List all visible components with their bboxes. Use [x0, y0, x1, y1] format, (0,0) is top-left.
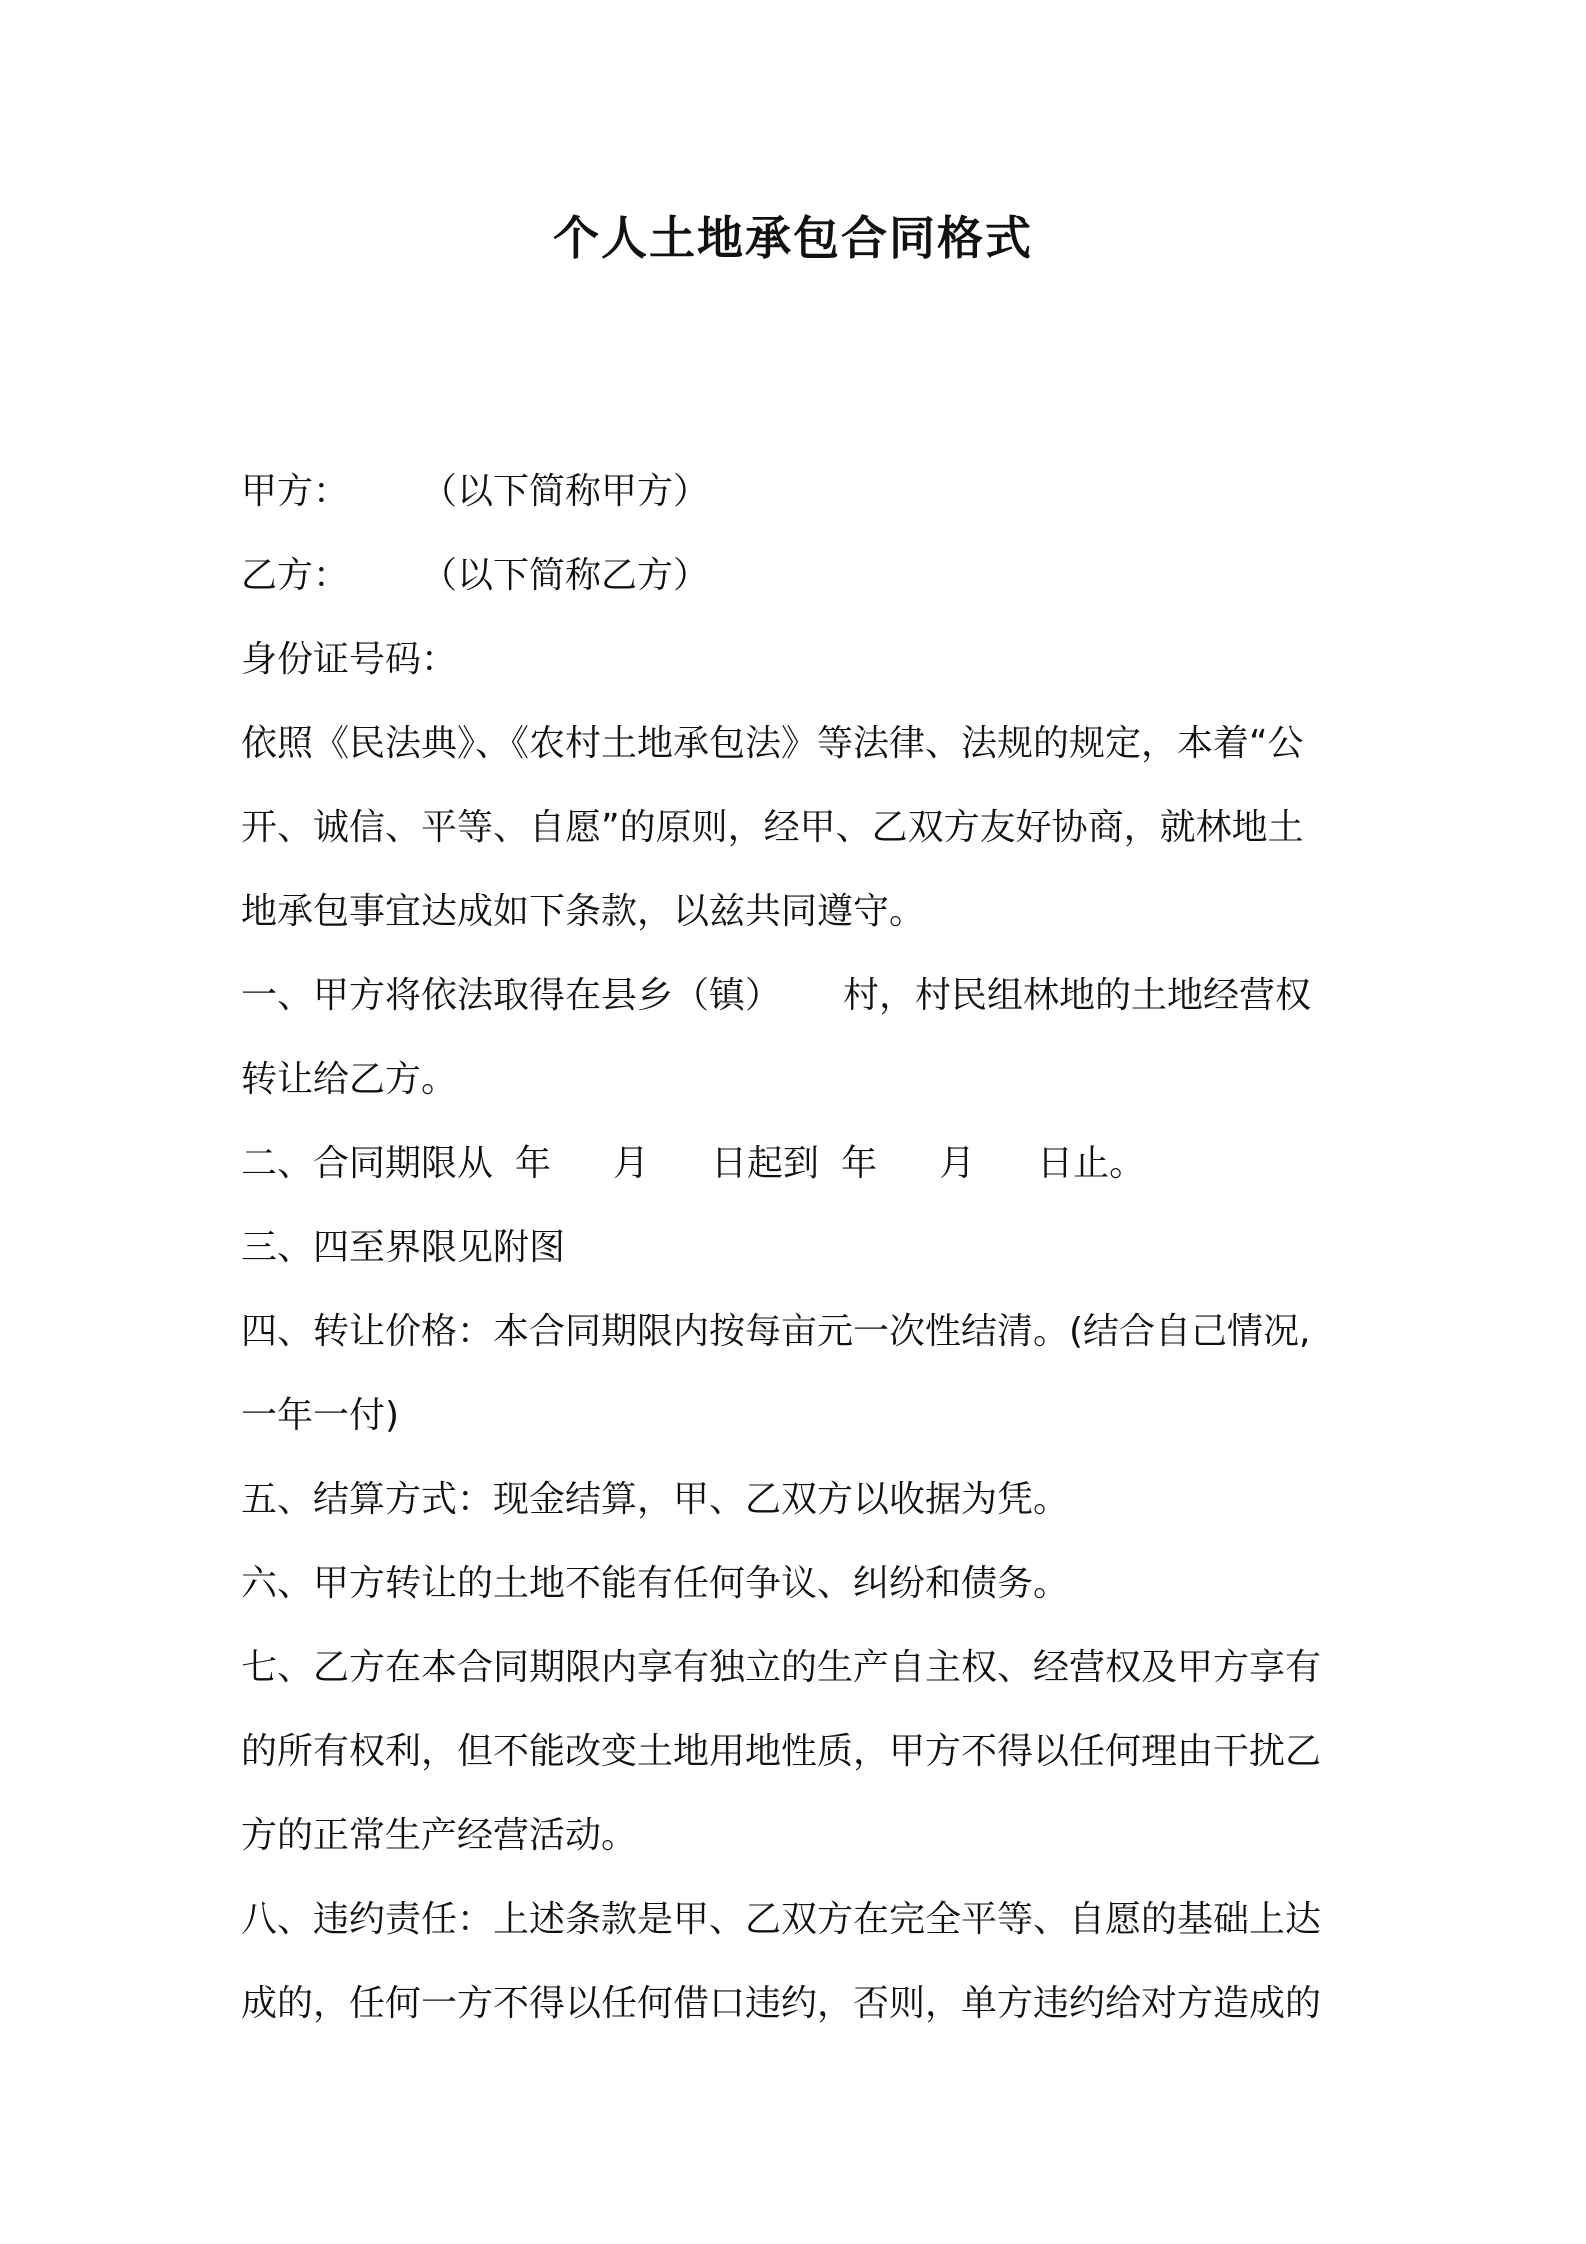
clause-6-line: 六、甲方转让的土地不能有任何争议、纠纷和债务。	[241, 1563, 1070, 1604]
id-number-line: 身份证号码：	[241, 639, 458, 680]
clause-8-line: 成的，任何一方不得以任何借口违约，否则，单方违约给对方造成的	[241, 1983, 1322, 2024]
party-b-label: 乙方：	[241, 555, 350, 596]
clause-4-line: 一年一付)	[241, 1395, 400, 1436]
party-a-note: （以下简称甲方）	[421, 471, 710, 512]
clause-1-line2: 转让给乙方。	[241, 1059, 458, 1100]
party-b-line	[241, 534, 1359, 618]
clause-5-line: 五、结算方式：现金结算，甲、乙双方以收据为凭。	[241, 1479, 1070, 1520]
clause-2-day-start: 日起到	[711, 1143, 820, 1184]
document-body	[241, 450, 1359, 2046]
party-a-line	[241, 450, 1359, 534]
clause-2-month-start: 月	[613, 1143, 650, 1184]
clause-7-line: 的所有权利，但不能改变土地用地性质，甲方不得以任何理由干扰乙	[241, 1731, 1322, 1772]
clause-7-line: 七、乙方在本合同期限内享有独立的生产自主权、经营权及甲方享有	[241, 1647, 1322, 1688]
clause-1-part2: 村，村民组林地的土地经营权	[843, 975, 1312, 1016]
clause-7-line: 方的正常生产经营活动。	[241, 1815, 638, 1856]
clause-1-line	[241, 954, 1359, 1038]
clause-1-part1: 一、甲方将依法取得在县乡（镇）	[241, 975, 782, 1016]
clause-8-line: 八、违约责任：上述条款是甲、乙双方在完全平等、自愿的基础上达	[241, 1899, 1322, 1940]
document-title: 个人土地承包合同格式	[553, 211, 1033, 265]
clause-3-line: 三、四至界限见附图	[241, 1227, 566, 1268]
clause-2-prefix: 二、合同期限从	[241, 1143, 494, 1184]
clause-2-year-end: 年	[841, 1143, 878, 1184]
party-b-note: （以下简称乙方）	[421, 555, 710, 596]
clause-2-month-end: 月	[939, 1143, 976, 1184]
clause-4-line: 四、转让价格：本合同期限内按每亩元一次性结清。(结合自己情况,	[241, 1311, 1311, 1352]
clause-2-year-start: 年	[515, 1143, 552, 1184]
preamble-line: 依照《民法典》、《农村土地承包法》等法律、法规的规定，本着“公	[241, 723, 1304, 764]
clause-2-day-end: 日止。	[1037, 1143, 1146, 1184]
preamble-line: 开、诚信、平等、自愿”的原则，经甲、乙双方友好协商，就林地土	[241, 807, 1304, 848]
party-a-label: 甲方：	[241, 471, 350, 512]
preamble-line: 地承包事宜达成如下条款，以兹共同遵守。	[241, 891, 926, 932]
clause-2-line	[241, 1122, 1359, 1206]
